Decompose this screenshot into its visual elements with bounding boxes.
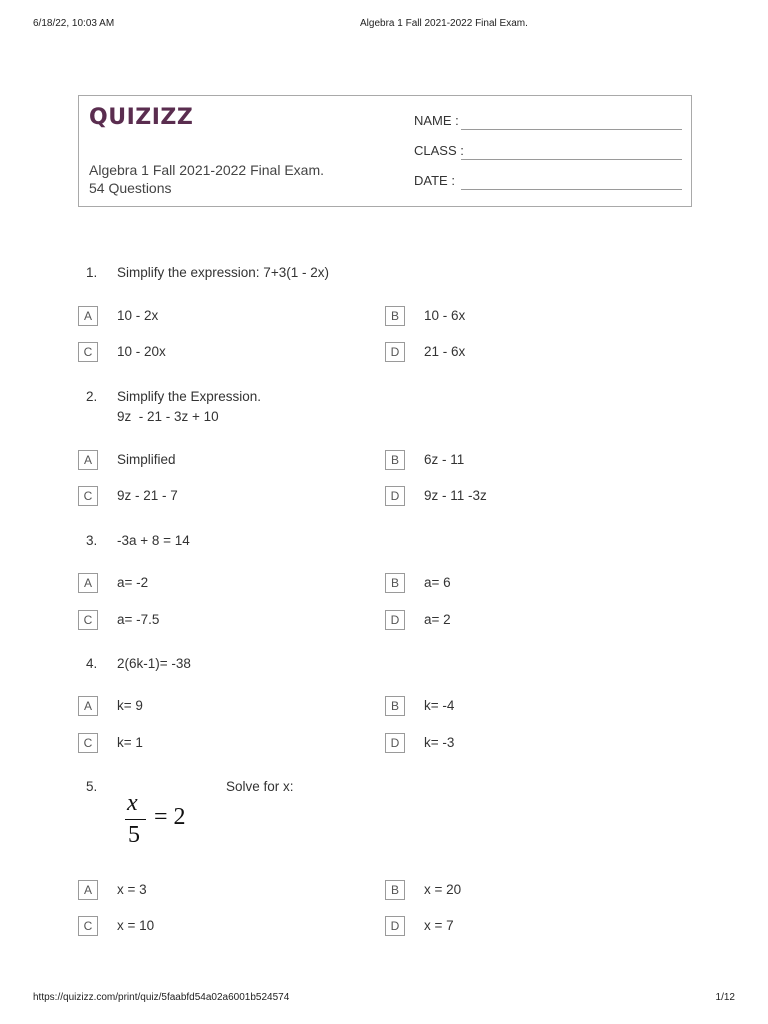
- question-text-line-2: 9z - 21 - 3z + 10: [117, 409, 219, 424]
- date-field: [414, 173, 682, 193]
- option-letter-box: D: [385, 342, 405, 362]
- quiz-header-box: [78, 95, 692, 207]
- name-field: [414, 113, 682, 133]
- option-letter-box: A: [78, 573, 98, 593]
- date-label: DATE :: [414, 173, 455, 188]
- equation-rhs: = 2: [154, 804, 186, 830]
- question-text: Simplify the Expression.: [117, 389, 262, 404]
- option-text: a= 2: [424, 612, 451, 627]
- option-text: a= 6: [424, 575, 451, 590]
- question-number: 3.: [86, 533, 98, 548]
- option-letter-box: A: [78, 696, 98, 716]
- option-text: x = 20: [424, 882, 462, 897]
- option-text: 9z - 11 -3z: [424, 488, 487, 503]
- page-number: 1/12: [715, 992, 735, 1003]
- question-text: Simplify the expression: 7+3(1 - 2x): [117, 265, 329, 280]
- name-label: NAME :: [414, 113, 459, 128]
- question-number: 5.: [86, 779, 98, 794]
- option-letter-box: B: [385, 696, 405, 716]
- option-letter-box: B: [385, 306, 405, 326]
- option-letter-box: D: [385, 733, 405, 753]
- option-text: a= -7.5: [117, 612, 160, 627]
- date-line: [461, 189, 682, 190]
- fraction-numerator: x: [127, 790, 138, 816]
- option-text: 10 - 20x: [117, 344, 166, 359]
- question-text: 2(6k-1)= -38: [117, 656, 191, 671]
- option-text: 10 - 6x: [424, 308, 466, 323]
- option-letter-box: B: [385, 880, 405, 900]
- option-text: 21 - 6x: [424, 344, 466, 359]
- class-label: CLASS :: [414, 143, 464, 158]
- question-number: 4.: [86, 656, 98, 671]
- option-letter-box: C: [78, 916, 98, 936]
- question-count: 54 Questions: [89, 180, 172, 196]
- print-header: [33, 18, 735, 32]
- class-line: [461, 159, 682, 160]
- print-footer: [33, 992, 735, 1006]
- option-letter-box: A: [78, 450, 98, 470]
- option-letter-box: D: [385, 486, 405, 506]
- option-text: k= 9: [117, 698, 143, 713]
- option-text: k= -3: [424, 735, 455, 750]
- option-letter-box: B: [385, 573, 405, 593]
- option-letter-box: C: [78, 342, 98, 362]
- question-number: 2.: [86, 389, 98, 404]
- option-letter-box: A: [78, 306, 98, 326]
- option-text: k= -4: [424, 698, 455, 713]
- fraction-bar: [125, 819, 146, 820]
- print-datetime: 6/18/22, 10:03 AM: [33, 18, 115, 29]
- option-letter-box: A: [78, 880, 98, 900]
- option-text: x = 7: [424, 918, 454, 933]
- question-text: -3a + 8 = 14: [117, 533, 190, 548]
- question-text: Solve for x:: [226, 779, 294, 794]
- class-field: [414, 143, 682, 163]
- option-letter-box: D: [385, 610, 405, 630]
- print-title: Algebra 1 Fall 2021-2022 Final Exam.: [360, 18, 528, 29]
- option-letter-box: C: [78, 486, 98, 506]
- print-url: https://quizizz.com/print/quiz/5faabfd54a02a6001b524574: [33, 992, 290, 1003]
- option-letter-box: C: [78, 733, 98, 753]
- option-letter-box: D: [385, 916, 405, 936]
- option-letter-box: C: [78, 610, 98, 630]
- question-number: 1.: [86, 265, 98, 280]
- option-text: 6z - 11: [424, 452, 465, 467]
- option-text: Simplified: [117, 452, 176, 467]
- name-line: [461, 129, 682, 130]
- option-text: x = 10: [117, 918, 155, 933]
- quizizz-logo: QUIZIZZ: [89, 105, 194, 130]
- fraction-denominator: 5: [128, 822, 140, 848]
- option-text: 10 - 2x: [117, 308, 159, 323]
- quiz-title: Algebra 1 Fall 2021-2022 Final Exam.: [89, 162, 325, 178]
- option-text: k= 1: [117, 735, 143, 750]
- option-text: a= -2: [117, 575, 149, 590]
- equation-image: [125, 790, 197, 854]
- option-text: x = 3: [117, 882, 147, 897]
- option-text: 9z - 21 - 7: [117, 488, 178, 503]
- option-letter-box: B: [385, 450, 405, 470]
